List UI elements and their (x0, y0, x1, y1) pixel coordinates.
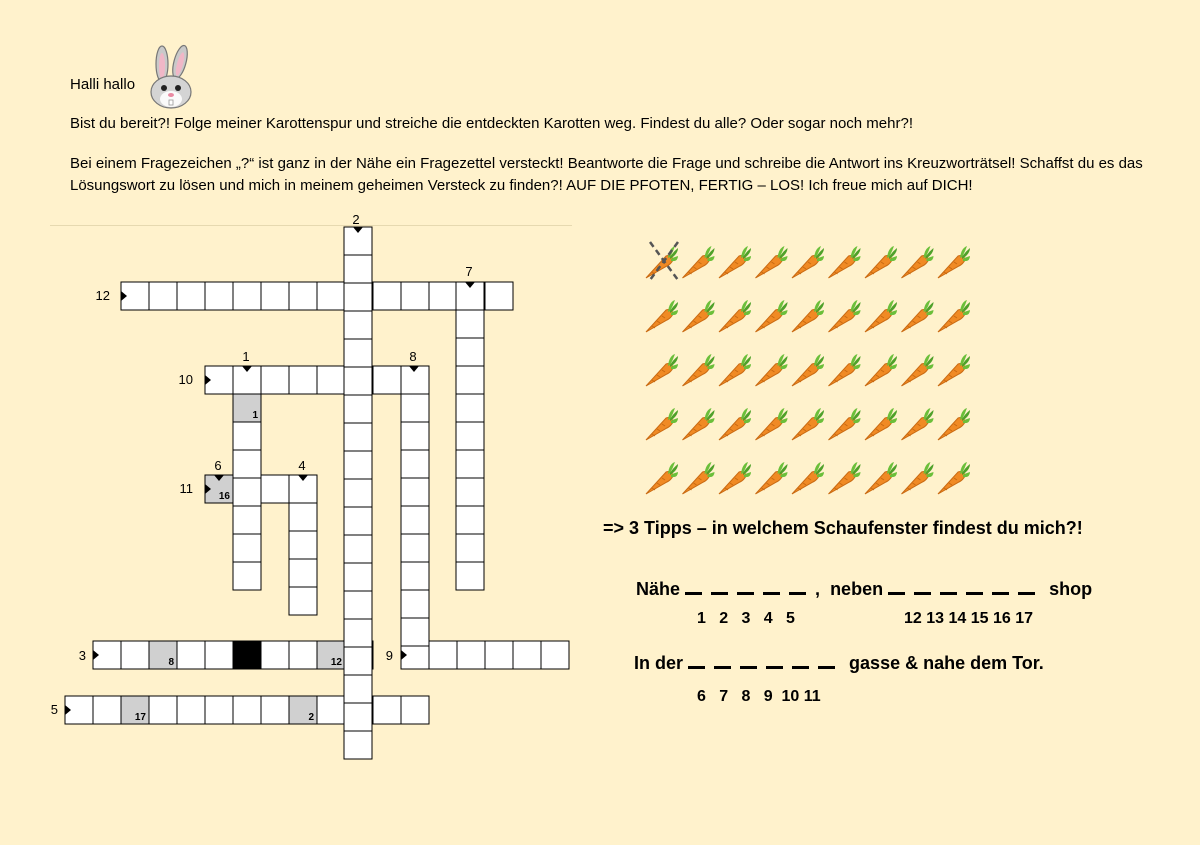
carrot-icon[interactable] (719, 462, 751, 494)
crossword-cell[interactable] (401, 562, 429, 590)
carrot-icon[interactable] (646, 354, 678, 386)
tip-1-numbers-b: 12 13 14 15 16 17 (904, 610, 1034, 627)
carrot-icon[interactable] (902, 462, 934, 494)
carrot-icon[interactable] (902, 300, 934, 332)
carrot-icon[interactable] (865, 354, 897, 386)
crossword-cell[interactable] (401, 422, 429, 450)
crossword-cell[interactable] (344, 479, 372, 507)
crossword-cell[interactable] (401, 696, 429, 724)
crossword-cell[interactable] (344, 591, 372, 619)
tip-2-prefix: In der (634, 653, 684, 673)
crossword-cell[interactable] (289, 587, 317, 615)
crossword-cell[interactable] (121, 641, 149, 669)
crossword-cell[interactable] (344, 619, 372, 647)
crossword-cell[interactable] (205, 641, 233, 669)
tips-title: => 3 Tipps – in welchem Schaufenster findest du mich?! (603, 518, 1083, 538)
crossword-cell[interactable] (373, 696, 401, 724)
crossword-cell[interactable] (344, 395, 372, 423)
crossword-cell[interactable] (401, 478, 429, 506)
carrot-icon[interactable] (829, 462, 861, 494)
carrot-icon[interactable] (719, 354, 751, 386)
carrot-icon[interactable] (683, 300, 715, 332)
tip-2-numbers: 6 7 8 9 10 11 (697, 688, 821, 705)
tip-1-prefix: Nähe (636, 579, 681, 599)
clue-number-label: 1 (242, 349, 250, 364)
crossword-cell[interactable] (373, 282, 401, 310)
carrot-icon[interactable] (756, 408, 788, 440)
crossword-cell[interactable] (233, 282, 261, 310)
solution-cell-number: 8 (168, 657, 174, 668)
crossword-cell[interactable] (289, 531, 317, 559)
crossword-cell[interactable] (401, 450, 429, 478)
carrot-icon[interactable] (756, 300, 788, 332)
instruction-paragraph-2: Bei einem Fragezeichen „?“ ist ganz in der Nähe ein Fragezettel versteckt! Beantworte die Frage und schreibe die Antwort ins Kreuzworträtsel! Schaffst du es das Lösungswort zu lösen und mich in meinem geheimen Versteck zu finden?! AUF DIE PFOTEN, FERTIG – LOS! Ich freue mich auf DICH! (70, 155, 1143, 194)
crossword-cell[interactable] (205, 696, 233, 724)
carrot-icon[interactable] (792, 246, 824, 278)
crossword-cell[interactable] (261, 282, 289, 310)
carrot-icon[interactable] (719, 246, 751, 278)
carrot-icon[interactable] (646, 408, 678, 440)
clue-number-label: 7 (465, 264, 473, 279)
crossword-cell[interactable] (177, 696, 205, 724)
crossword-cell[interactable] (344, 535, 372, 563)
carrot-icon[interactable] (683, 246, 715, 278)
clue-number-label: 6 (214, 458, 222, 473)
crossword-black-cell (233, 641, 261, 669)
crossword-cell[interactable] (233, 478, 261, 506)
carrot-icon[interactable] (865, 462, 897, 494)
carrot-icon[interactable] (756, 462, 788, 494)
crossword-cell[interactable] (317, 366, 345, 394)
crossword-cell[interactable] (344, 507, 372, 535)
crossword-cell[interactable] (233, 696, 261, 724)
clue-number-label: 8 (409, 349, 417, 364)
crossword-cell[interactable] (344, 647, 372, 675)
crossword-cell[interactable] (261, 696, 289, 724)
carrot-icon[interactable] (902, 354, 934, 386)
carrot-icon[interactable] (792, 462, 824, 494)
crossword-cell[interactable] (456, 450, 484, 478)
crossword-cell[interactable] (344, 283, 372, 311)
carrot-icon[interactable] (829, 300, 861, 332)
crossword-cell[interactable] (233, 562, 261, 590)
carrot-icon[interactable] (865, 408, 897, 440)
carrot-icon[interactable] (792, 300, 824, 332)
carrot-icon[interactable] (938, 462, 970, 494)
carrot-icon[interactable] (829, 408, 861, 440)
crossword-cell[interactable] (344, 563, 372, 591)
crossword-cell[interactable] (344, 367, 372, 395)
solution-cell-number: 12 (330, 657, 342, 668)
carrot-icon[interactable] (938, 246, 970, 278)
carrot-icon[interactable] (938, 408, 970, 440)
crossword-cell[interactable] (401, 394, 429, 422)
carrot-icon[interactable] (756, 354, 788, 386)
carrot-icon[interactable] (865, 246, 897, 278)
carrot-icon[interactable] (938, 300, 970, 332)
crossword-cell[interactable] (457, 641, 485, 669)
crossword-cell[interactable] (289, 641, 317, 669)
crossword-cell[interactable] (401, 506, 429, 534)
crossword-cell[interactable] (344, 311, 372, 339)
carrot-icon[interactable] (646, 242, 678, 280)
tip-line-1 (636, 578, 1092, 600)
crossword-cell[interactable] (373, 366, 401, 394)
greeting: Halli hallo (70, 76, 136, 93)
clue-number-label: 3 (78, 648, 86, 663)
tip-1-numbers-a: 1 2 3 4 5 (697, 610, 795, 627)
crossword-cell[interactable] (401, 590, 429, 618)
tip-1-mid: neben (830, 579, 884, 599)
crossword-cell[interactable] (317, 696, 345, 724)
crossword-cell[interactable] (485, 282, 513, 310)
carrot-icon[interactable] (756, 246, 788, 278)
crossword-cell[interactable] (289, 503, 317, 531)
crossword-cell[interactable] (541, 641, 569, 669)
clue-number-label: 11 (179, 481, 193, 496)
crossword-cell[interactable] (261, 366, 289, 394)
solution-cell-number: 16 (218, 491, 230, 502)
carrot-icon[interactable] (902, 408, 934, 440)
crossword-cell[interactable] (485, 641, 513, 669)
crossword-cell[interactable] (177, 282, 205, 310)
crossword-cell[interactable] (344, 339, 372, 367)
carrot-icon[interactable] (938, 354, 970, 386)
clue-number-label: 4 (298, 458, 306, 473)
solution-cell-number: 17 (134, 712, 146, 723)
crossword-cell[interactable] (429, 282, 457, 310)
clue-number-label: 9 (385, 648, 393, 663)
crossword-cell[interactable] (289, 559, 317, 587)
crossword-cell[interactable] (93, 696, 121, 724)
crossword-cell[interactable] (401, 282, 429, 310)
crossword-cell[interactable] (205, 282, 233, 310)
crossword-cell[interactable] (177, 641, 205, 669)
crossword-cell[interactable] (456, 478, 484, 506)
tip-1-suffix: shop (1049, 579, 1093, 599)
carrot-icon[interactable] (829, 354, 861, 386)
crossword-cell[interactable] (233, 422, 261, 450)
tip-1-comma: , (815, 579, 821, 599)
carrot-icon[interactable] (829, 246, 861, 278)
crossword-cell[interactable] (233, 450, 261, 478)
carrot-icon[interactable] (683, 408, 715, 440)
carrot-icon[interactable] (792, 354, 824, 386)
crossword-cell[interactable] (344, 731, 372, 759)
crossword-cell[interactable] (289, 366, 317, 394)
carrot-icon[interactable] (902, 246, 934, 278)
tip-2-suffix: gasse & nahe dem Tor. (849, 653, 1044, 673)
crossword-cell[interactable] (456, 562, 484, 590)
clue-number-label: 2 (352, 212, 360, 227)
crossword-cell[interactable] (456, 394, 484, 422)
crossword-cell[interactable] (317, 282, 345, 310)
carrot-icon[interactable] (719, 300, 751, 332)
crossword-cell[interactable] (429, 641, 457, 669)
crossword-cell[interactable] (149, 696, 177, 724)
crossword-cell[interactable] (344, 451, 372, 479)
crossword-cell[interactable] (401, 618, 429, 646)
solution-cell-number: 2 (308, 712, 314, 723)
crossword-cell[interactable] (401, 534, 429, 562)
crossword-cell[interactable] (456, 366, 484, 394)
crossword-cell[interactable] (261, 475, 289, 503)
clue-number-label: 5 (50, 702, 58, 717)
crossword-cell[interactable] (456, 338, 484, 366)
crossword-cell[interactable] (289, 282, 317, 310)
carrot-icon[interactable] (646, 462, 678, 494)
carrot-icon[interactable] (646, 300, 678, 332)
crossword-cell[interactable] (261, 641, 289, 669)
crossword-cell[interactable] (456, 506, 484, 534)
tip-line-2 (634, 652, 1044, 674)
crossword-cell[interactable] (149, 282, 177, 310)
crossword-cell[interactable] (344, 675, 372, 703)
crossword-cell[interactable] (456, 422, 484, 450)
instruction-paragraph-1: Bist du bereit?! Folge meiner Karottenspur und streiche die entdeckten Karotten weg. Findest du alle? Oder sogar noch mehr?! (70, 115, 913, 132)
carrot-icon[interactable] (792, 408, 824, 440)
crossword-cell[interactable] (344, 423, 372, 451)
crossword-cell[interactable] (513, 641, 541, 669)
carrot-icon[interactable] (683, 462, 715, 494)
crossword-cell[interactable] (456, 310, 484, 338)
clue-number-label: 10 (178, 372, 193, 387)
carrot-icon[interactable] (719, 408, 751, 440)
crossword-cell[interactable] (456, 534, 484, 562)
clue-number-label: 12 (95, 288, 110, 303)
solution-cell-number: 1 (252, 410, 258, 421)
crossword-cell[interactable] (233, 506, 261, 534)
carrot-icon[interactable] (865, 300, 897, 332)
crossword-cell[interactable] (344, 703, 372, 731)
crossword-cell[interactable] (233, 534, 261, 562)
crossword-cell[interactable] (344, 255, 372, 283)
carrot-trail (640, 240, 980, 510)
carrot-icon[interactable] (683, 354, 715, 386)
